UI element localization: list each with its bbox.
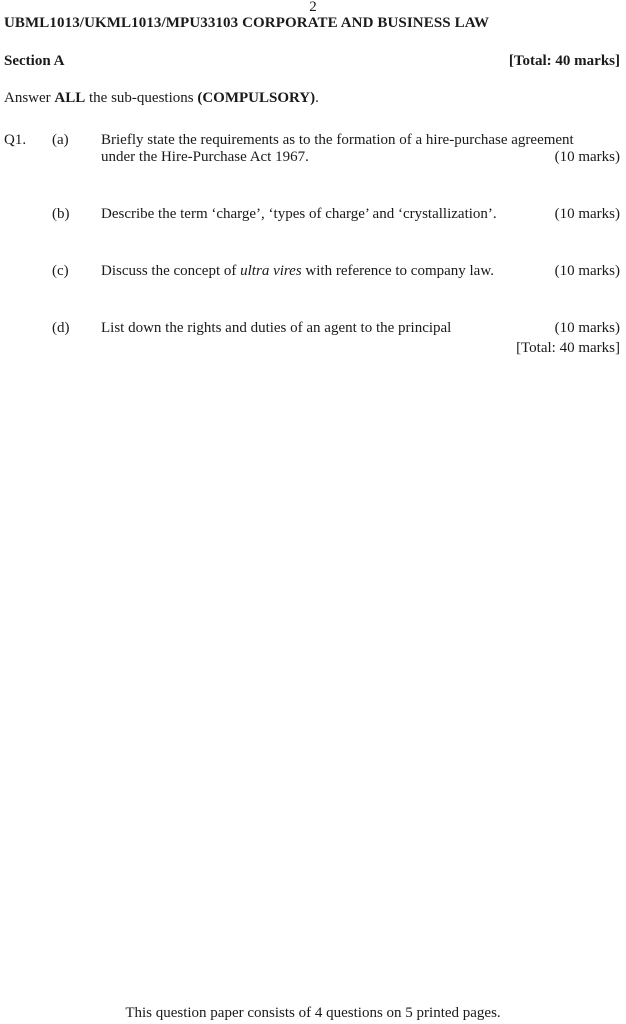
- part-c-marks: (10 marks): [554, 263, 620, 279]
- footer-note: This question paper consists of 4 questions on 5 printed pages.: [125, 1005, 501, 1021]
- instruction: [4, 90, 319, 107]
- part-label-b: (b): [52, 206, 70, 222]
- part-a-marks: (10 marks): [554, 149, 620, 165]
- section-title: Section A: [4, 53, 65, 69]
- part-label-c: (c): [52, 263, 69, 279]
- instruction-compulsory: (COMPULSORY): [197, 90, 316, 106]
- course-header: UBML1013/UKML1013/MPU33103 CORPORATE AND BUSINESS LAW: [4, 15, 490, 31]
- part-c-text: [101, 263, 494, 280]
- part-c-text-after: with reference to company law.: [301, 263, 494, 279]
- part-c-text-before: Discuss the concept of: [101, 263, 241, 279]
- question-total-marks: [Total: 40 marks]: [516, 340, 620, 356]
- part-label-a: (a): [52, 132, 69, 148]
- instruction-all: ALL: [54, 90, 86, 106]
- section-total-marks: [Total: 40 marks]: [508, 53, 620, 69]
- part-d-marks: (10 marks): [554, 320, 620, 336]
- instruction-suffix: .: [315, 90, 319, 106]
- part-c-text-italic: ultra vires: [240, 263, 302, 279]
- part-d-text: List down the rights and duties of an agent to the principal: [101, 320, 452, 336]
- part-label-d: (d): [52, 320, 70, 336]
- instruction-prefix: Answer: [4, 90, 55, 106]
- part-a-text-line2: under the Hire-Purchase Act 1967.: [101, 149, 309, 165]
- question-number: Q1.: [4, 132, 27, 148]
- part-b-text: Describe the term ‘charge’, ‘types of charge’ and ‘crystallization’.: [101, 206, 497, 222]
- part-a-text-line1: Briefly state the requirements as to the formation of a hire-purchase agreement: [101, 132, 574, 148]
- part-b-marks: (10 marks): [554, 206, 620, 222]
- page-number: 2: [309, 0, 317, 15]
- instruction-middle: the sub-questions: [85, 90, 198, 106]
